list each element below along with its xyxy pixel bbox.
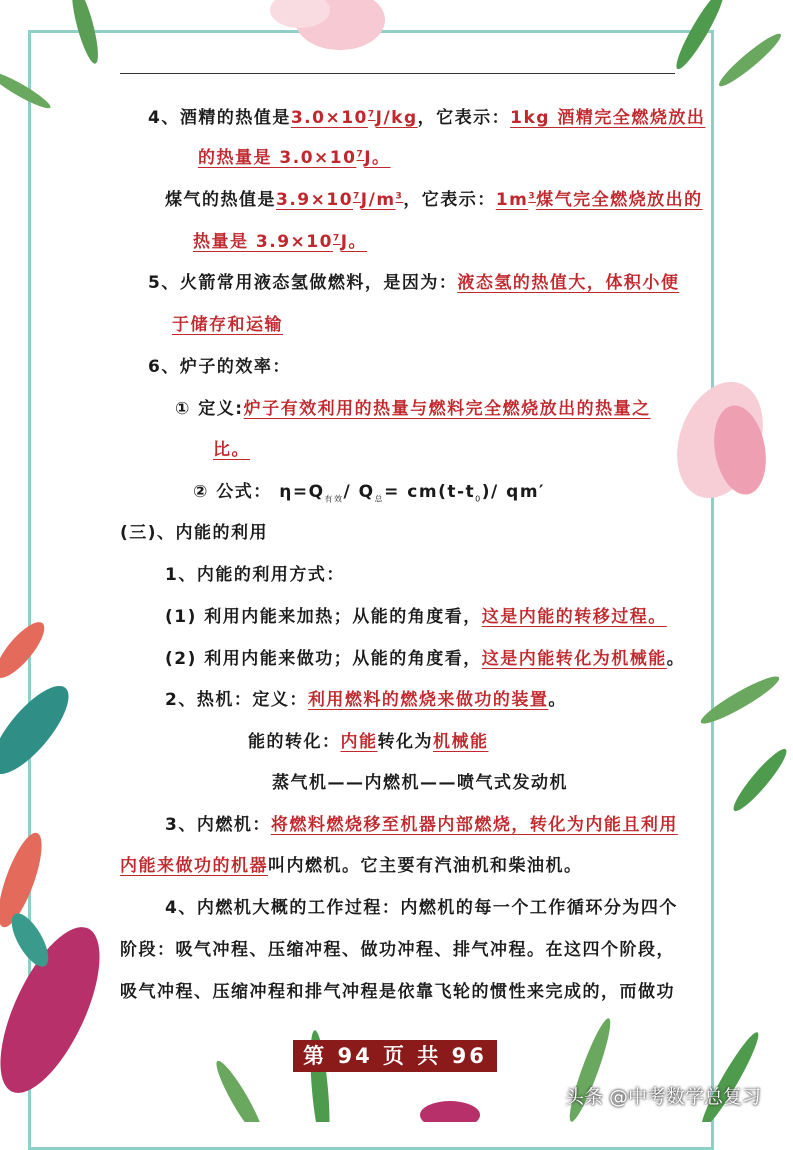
answer-text: 3.0×10 — [290, 108, 368, 128]
text-line — [165, 688, 567, 712]
answer-text: 这是内能的转移过程。 — [481, 607, 667, 627]
answer-text: J/m — [360, 190, 396, 210]
answer-text: J。 — [340, 232, 368, 252]
answer-text: 7 — [367, 109, 376, 120]
text-segment: ② 公式： η=Q — [193, 482, 325, 502]
answer-text: 这是内能转化为机械能 — [481, 649, 667, 669]
text-line — [165, 563, 345, 587]
floral-decoration-top — [0, 0, 793, 120]
text-segment: 煤气的热值是 — [165, 190, 276, 210]
text-line — [120, 521, 268, 545]
watermark: 头条 @中考数学总复习 — [565, 1086, 762, 1108]
text-segment: 叫内燃机。它主要有汽油机和柴油机。 — [268, 856, 583, 876]
page-number-badge: 第 94 页 共 96 页 — [293, 1040, 497, 1072]
answer-text: 7 — [356, 149, 365, 160]
text-line — [165, 896, 678, 920]
answer-text: 于储存和运输 — [172, 315, 283, 335]
text-segment: 0 — [475, 494, 482, 504]
answer-text: 利用燃料的燃烧来做功的装置 — [307, 690, 549, 710]
answer-text: 液态氢的热值大，体积小便 — [457, 273, 680, 293]
text-segment: (1) 利用内能来加热；从能的角度看， — [165, 607, 482, 627]
text-line — [165, 188, 703, 212]
text-line — [175, 397, 651, 421]
text-segment: 能的转化： — [248, 732, 341, 752]
answer-text: 1m — [495, 190, 529, 210]
text-line — [165, 647, 685, 671]
answer-text: 的热量是 3.0×10 — [198, 148, 357, 168]
answer-text: 内能 — [340, 732, 378, 752]
text-segment: 蒸气机——内燃机——喷气式发动机 — [272, 773, 568, 793]
text-line — [193, 480, 545, 504]
text-line — [213, 438, 250, 462]
answer-text: 炉子有效利用的热量与燃料完全燃烧放出的热量之 — [243, 399, 651, 419]
text-line — [193, 230, 367, 254]
leaf-decoration-left — [0, 620, 120, 1122]
text-segment: = cm(t-t — [384, 482, 476, 502]
answer-text: 3 — [395, 191, 404, 202]
text-segment: 阶段：吸气冲程、压缩冲程、做功冲程、排气冲程。在这四个阶段， — [120, 940, 675, 960]
answer-text: 内能来做功的机器 — [120, 856, 268, 876]
text-line — [148, 106, 705, 130]
text-segment: ① 定义: — [175, 399, 244, 419]
answer-text: 将燃料燃烧移至机器内部燃烧，转化为内能且利用 — [270, 815, 678, 835]
text-line — [248, 730, 489, 754]
answer-text: 煤气完全燃烧放出的 — [536, 190, 703, 210]
answer-text: 7 — [332, 233, 341, 244]
text-line — [148, 355, 291, 379]
text-line — [172, 313, 283, 337]
answer-text: 3 — [528, 191, 537, 202]
answer-text: 热量是 3.9×10 — [193, 232, 333, 252]
text-segment: 吸气冲程、压缩冲程和排气冲程是依靠飞轮的惯性来完成的，而做功 — [120, 982, 675, 1002]
text-segment: (三)、内能的利用 — [120, 523, 269, 543]
text-segment: 6、炉子的效率： — [148, 357, 291, 377]
text-segment: ，它表示： — [403, 190, 496, 210]
answer-text: J/kg — [375, 108, 418, 128]
text-segment: 。 — [548, 690, 567, 710]
answer-text: 比。 — [213, 440, 250, 460]
text-segment: 有效 — [324, 494, 344, 504]
answer-text: 1kg 酒精完全燃烧放出 — [510, 108, 706, 128]
answer-text: J。 — [364, 148, 391, 168]
text-segment: )/ qm′ — [481, 482, 546, 502]
text-segment: 4、内燃机大概的工作过程：内燃机的每一个工作循环分为四个 — [165, 898, 678, 918]
text-segment: ，它表示： — [417, 108, 511, 128]
text-line — [120, 980, 675, 1004]
text-segment: 总 — [374, 494, 385, 504]
text-segment: / Q — [343, 482, 375, 502]
text-line — [165, 813, 678, 837]
flower-decoration-right — [660, 360, 793, 540]
text-line — [120, 854, 583, 878]
text-segment: 5、火箭常用液态氢做燃料，是因为： — [148, 273, 458, 293]
text-segment: (2) 利用内能来做功；从能的角度看， — [165, 649, 482, 669]
text-line — [272, 771, 568, 795]
text-line — [165, 605, 667, 629]
answer-text: 机械能 — [433, 732, 489, 752]
text-segment: 转化为 — [377, 732, 433, 752]
text-segment: 3、内燃机： — [165, 815, 271, 835]
text-line — [198, 146, 391, 170]
text-segment: 4、酒精的热值是 — [148, 108, 291, 128]
header-rule — [120, 73, 675, 74]
text-segment: 。 — [666, 649, 686, 669]
answer-text: 3.9×10 — [276, 190, 354, 210]
answer-text: 7 — [353, 191, 361, 202]
leaf-decoration-right — [680, 640, 793, 840]
text-segment: 1、内能的利用方式： — [165, 565, 345, 585]
text-segment: 2、热机：定义： — [165, 690, 308, 710]
text-line — [148, 271, 679, 295]
text-line — [120, 938, 675, 962]
